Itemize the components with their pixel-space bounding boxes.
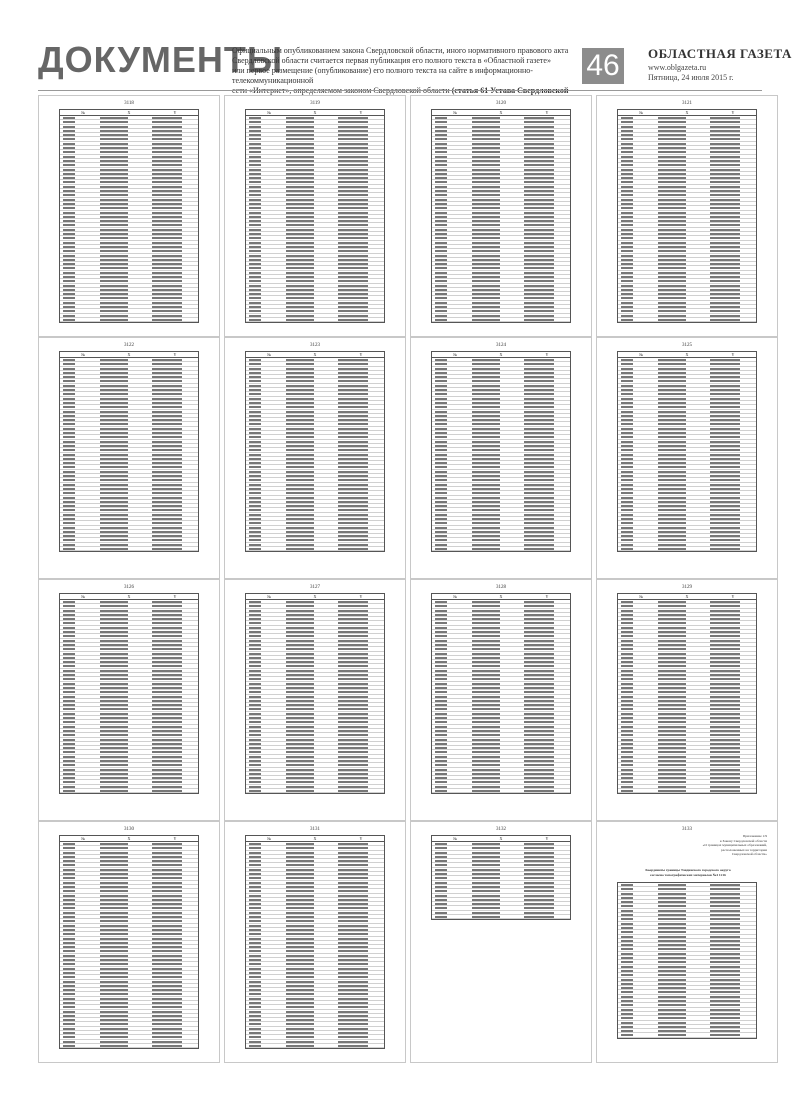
sheet-number: 3119 xyxy=(310,101,320,106)
column-header: Y xyxy=(359,352,363,357)
column-header: X xyxy=(499,594,503,599)
table-row xyxy=(618,789,756,793)
column-header: № xyxy=(267,836,271,841)
coordinates-table xyxy=(431,109,571,323)
table-row xyxy=(432,318,570,322)
column-header: № xyxy=(81,594,85,599)
column-header: Y xyxy=(173,836,177,841)
column-header: X xyxy=(127,352,131,357)
section-title: ДОКУМЕНТЫ xyxy=(38,39,284,80)
publication-notice: Официальным опубликованием закона Свердловской области, иного нормативного правового акта Свердловской области считается первая публикация его полного текста в «Областной газете» или первое размещение (опубликование) его полного текста на сайте в информационно-телекоммуникационной xyxy=(232,46,569,85)
column-header: X xyxy=(499,352,503,357)
coordinates-table xyxy=(431,593,571,794)
coordinates-table xyxy=(59,835,199,1049)
column-header: Y xyxy=(545,352,549,357)
coordinate-sheet xyxy=(224,337,406,579)
sheet-number: 3121 xyxy=(682,101,692,106)
newspaper-name: ОБЛАСТНАЯ ГАЗЕТА xyxy=(648,46,792,61)
appendix-title: Координаты границы Тавдинского городского округа согласно топографических материалов №4 1216 xyxy=(645,868,731,877)
sheet-number: 3133 xyxy=(682,827,692,832)
column-header: Y xyxy=(731,594,735,599)
coordinate-sheet xyxy=(410,337,592,579)
sheet-number: 3128 xyxy=(496,585,506,590)
table-row xyxy=(246,318,384,322)
column-header: Y xyxy=(359,110,363,115)
coordinate-sheet xyxy=(38,337,220,579)
sheet-number: 3129 xyxy=(682,585,692,590)
table-row xyxy=(246,789,384,793)
table-row xyxy=(60,318,198,322)
coordinate-sheet xyxy=(410,821,592,1063)
coordinates-table xyxy=(245,109,385,323)
sheet-number: 3131 xyxy=(310,827,320,832)
sheet-number: 3126 xyxy=(124,585,134,590)
coordinates-table xyxy=(245,351,385,552)
column-header: X xyxy=(313,836,317,841)
page-header xyxy=(0,0,800,90)
coordinate-sheet xyxy=(224,821,406,1063)
appendix-caption: Приложение 1/9 к Закону Свердловской области «О границах муниципальных образований, расположенных на территории Свердловской области» xyxy=(702,834,767,856)
column-header: X xyxy=(127,836,131,841)
coordinates-table xyxy=(617,593,757,794)
coordinates-table xyxy=(59,351,199,552)
coordinates-table xyxy=(431,835,571,920)
column-header: Y xyxy=(545,594,549,599)
column-header: № xyxy=(267,110,271,115)
column-header: № xyxy=(267,594,271,599)
column-header: Y xyxy=(359,594,363,599)
table-row xyxy=(618,1033,756,1037)
coordinate-sheet xyxy=(38,579,220,821)
coordinates-table xyxy=(431,351,571,552)
column-header: Y xyxy=(173,594,177,599)
coordinates-table xyxy=(59,109,199,323)
column-header: Y xyxy=(731,352,735,357)
table-row xyxy=(432,547,570,551)
column-header: Y xyxy=(173,110,177,115)
sheet-number: 3124 xyxy=(496,343,506,348)
column-header: X xyxy=(313,110,317,115)
column-header: Y xyxy=(359,836,363,841)
column-header: X xyxy=(685,594,689,599)
column-header: X xyxy=(127,594,131,599)
column-header: X xyxy=(685,110,689,115)
column-header: № xyxy=(639,594,643,599)
column-header: № xyxy=(267,352,271,357)
header-divider xyxy=(38,90,762,91)
column-header: Y xyxy=(173,352,177,357)
column-header: Y xyxy=(731,110,735,115)
sheet-number: 3132 xyxy=(496,827,506,832)
table-row xyxy=(60,1044,198,1048)
column-header: № xyxy=(81,352,85,357)
issue-date: Пятница, 24 июля 2015 г. xyxy=(648,73,734,82)
column-header: X xyxy=(313,352,317,357)
coordinates-table xyxy=(617,109,757,323)
column-header: № xyxy=(453,594,457,599)
column-header: № xyxy=(81,110,85,115)
table-row xyxy=(618,547,756,551)
page-number: 46 xyxy=(582,48,624,84)
column-header: № xyxy=(453,352,457,357)
sheet-number: 3123 xyxy=(310,343,320,348)
column-header: № xyxy=(453,110,457,115)
sheet-number: 3125 xyxy=(682,343,692,348)
column-header: Y xyxy=(545,110,549,115)
column-header: № xyxy=(639,352,643,357)
column-header: № xyxy=(81,836,85,841)
appendix-table xyxy=(617,882,757,1039)
coordinate-sheet xyxy=(224,95,406,337)
column-header: X xyxy=(313,594,317,599)
coordinates-table xyxy=(617,351,757,552)
coordinate-sheet xyxy=(596,95,778,337)
table-row xyxy=(60,547,198,551)
sheet-number: 3127 xyxy=(310,585,320,590)
coordinate-sheet xyxy=(410,95,592,337)
sheet-number: 3122 xyxy=(124,343,134,348)
column-header: X xyxy=(685,352,689,357)
coordinate-sheet xyxy=(596,337,778,579)
table-row xyxy=(618,318,756,322)
coordinate-sheet xyxy=(38,95,220,337)
table-row xyxy=(246,547,384,551)
table-row xyxy=(246,1044,384,1048)
coordinate-sheet xyxy=(596,579,778,821)
column-header: X xyxy=(499,836,503,841)
column-header: X xyxy=(499,110,503,115)
coordinate-sheet xyxy=(38,821,220,1063)
sheet-number: 3130 xyxy=(124,827,134,832)
sheet-number: 3118 xyxy=(124,101,134,106)
column-header: № xyxy=(639,110,643,115)
table-row xyxy=(432,789,570,793)
table-row xyxy=(60,789,198,793)
sheet-number: 3120 xyxy=(496,101,506,106)
column-header: Y xyxy=(545,836,549,841)
coordinate-sheet xyxy=(224,579,406,821)
column-header: № xyxy=(453,836,457,841)
coordinate-sheet xyxy=(410,579,592,821)
column-header: X xyxy=(127,110,131,115)
newspaper-site: www.oblgazeta.ru xyxy=(648,63,707,72)
coordinate-sheet xyxy=(596,821,778,1063)
coordinates-table xyxy=(245,835,385,1049)
coordinates-table xyxy=(59,593,199,794)
coordinates-table xyxy=(245,593,385,794)
table-row xyxy=(432,915,570,919)
